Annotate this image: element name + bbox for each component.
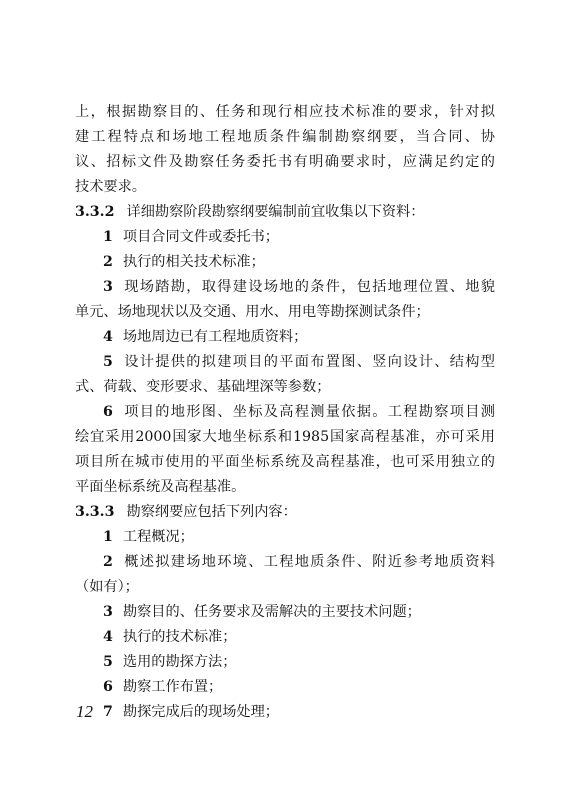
- line-text: 式、荷载、变形要求、基础埋深等参数；: [75, 379, 331, 395]
- line-text: 议、招标文件及勘察任务委托书有明确要求时，应满足约定的: [75, 154, 495, 170]
- line-text: 项目合同文件或委托书；: [122, 229, 279, 245]
- paragraph-line: [75, 124, 495, 150]
- list-item: [75, 549, 495, 575]
- item-number: 4: [103, 329, 113, 345]
- section-heading-3-3-2: [75, 199, 495, 225]
- item-number: 2: [103, 554, 113, 570]
- line-text: 详细勘察阶段勘察纲要编制前宜收集以下资料：: [126, 204, 425, 220]
- line-text: 选用的勘探方法；: [122, 654, 237, 670]
- list-item: [75, 649, 495, 675]
- list-item: [75, 349, 495, 375]
- item-number: 6: [103, 679, 113, 695]
- line-text: 现场踏勘，取得建设场地的条件，包括地理位置、地貌: [122, 279, 495, 295]
- item-number: 3: [103, 279, 113, 295]
- paragraph-line: [75, 424, 495, 450]
- list-item: [75, 224, 495, 250]
- line-text: 技术要求。: [75, 179, 146, 195]
- item-number: 5: [103, 354, 113, 370]
- list-item: [75, 324, 495, 350]
- list-item: [75, 599, 495, 625]
- line-text: 场地周边已有工程地质资料；: [122, 329, 308, 345]
- page-number: 12: [76, 702, 93, 721]
- paragraph-line: [75, 474, 495, 500]
- section-number: 3.3.3: [75, 504, 115, 520]
- paragraph-line: [75, 299, 495, 325]
- line-text: 建工程特点和场地工程地质条件编制勘察纲要，当合同、协: [75, 129, 495, 145]
- item-number: 4: [103, 629, 113, 645]
- line-text: 勘察纲要应包括下列内容：: [126, 504, 297, 520]
- paragraph-line: [75, 374, 495, 400]
- line-text: 勘察工作布置；: [122, 679, 223, 695]
- section-heading-3-3-3: [75, 499, 495, 525]
- list-item: [75, 624, 495, 650]
- line-text: 设计提供的拟建项目的平面布置图、竖向设计、结构型: [122, 354, 495, 370]
- section-number: 3.3.2: [75, 204, 115, 220]
- list-item: [75, 699, 495, 725]
- line-text: 勘察目的、任务要求及需解决的主要技术问题；: [122, 604, 421, 620]
- paragraph-line: [75, 99, 495, 125]
- line-text: 平面坐标系统及高程基准。: [75, 479, 246, 495]
- list-item: [75, 399, 495, 425]
- line-text: 绘宜采用2000国家大地坐标系和1985国家高程基准，亦可采用: [75, 429, 495, 445]
- list-item: [75, 249, 495, 275]
- item-number: 7: [103, 704, 113, 720]
- line-text: 执行的技术标准；: [122, 629, 237, 645]
- paragraph-line: [75, 174, 495, 200]
- line-text: 项目所在城市使用的平面坐标系统及高程基准，也可采用独立的: [75, 454, 495, 470]
- item-number: 1: [103, 529, 113, 545]
- item-number: 1: [103, 229, 113, 245]
- list-item: [75, 274, 495, 300]
- line-text: 工程概况；: [122, 529, 194, 545]
- list-item: [75, 524, 495, 550]
- line-text: 项目的地形图、坐标及高程测量依据。工程勘察项目测: [122, 404, 495, 420]
- line-text: 概述拟建场地环境、工程地质条件、附近参考地质资料: [122, 554, 495, 570]
- paragraph-line: [75, 449, 495, 475]
- line-text: 勘探完成后的现场处理；: [122, 704, 279, 720]
- line-text: （如有）；: [75, 579, 139, 595]
- item-number: 5: [103, 654, 113, 670]
- paragraph-line: [75, 574, 495, 600]
- list-item: [75, 674, 495, 700]
- item-number: 2: [103, 254, 113, 270]
- paragraph-line: [75, 149, 495, 175]
- item-number: 3: [103, 604, 113, 620]
- line-text: 上，根据勘察目的、任务和现行相应技术标准的要求，针对拟: [75, 104, 495, 120]
- line-text: 执行的相关技术标准；: [122, 254, 265, 270]
- item-number: 6: [103, 404, 113, 420]
- line-text: 单元、场地现状以及交通、用水、用电等勘探测试条件；: [75, 304, 430, 320]
